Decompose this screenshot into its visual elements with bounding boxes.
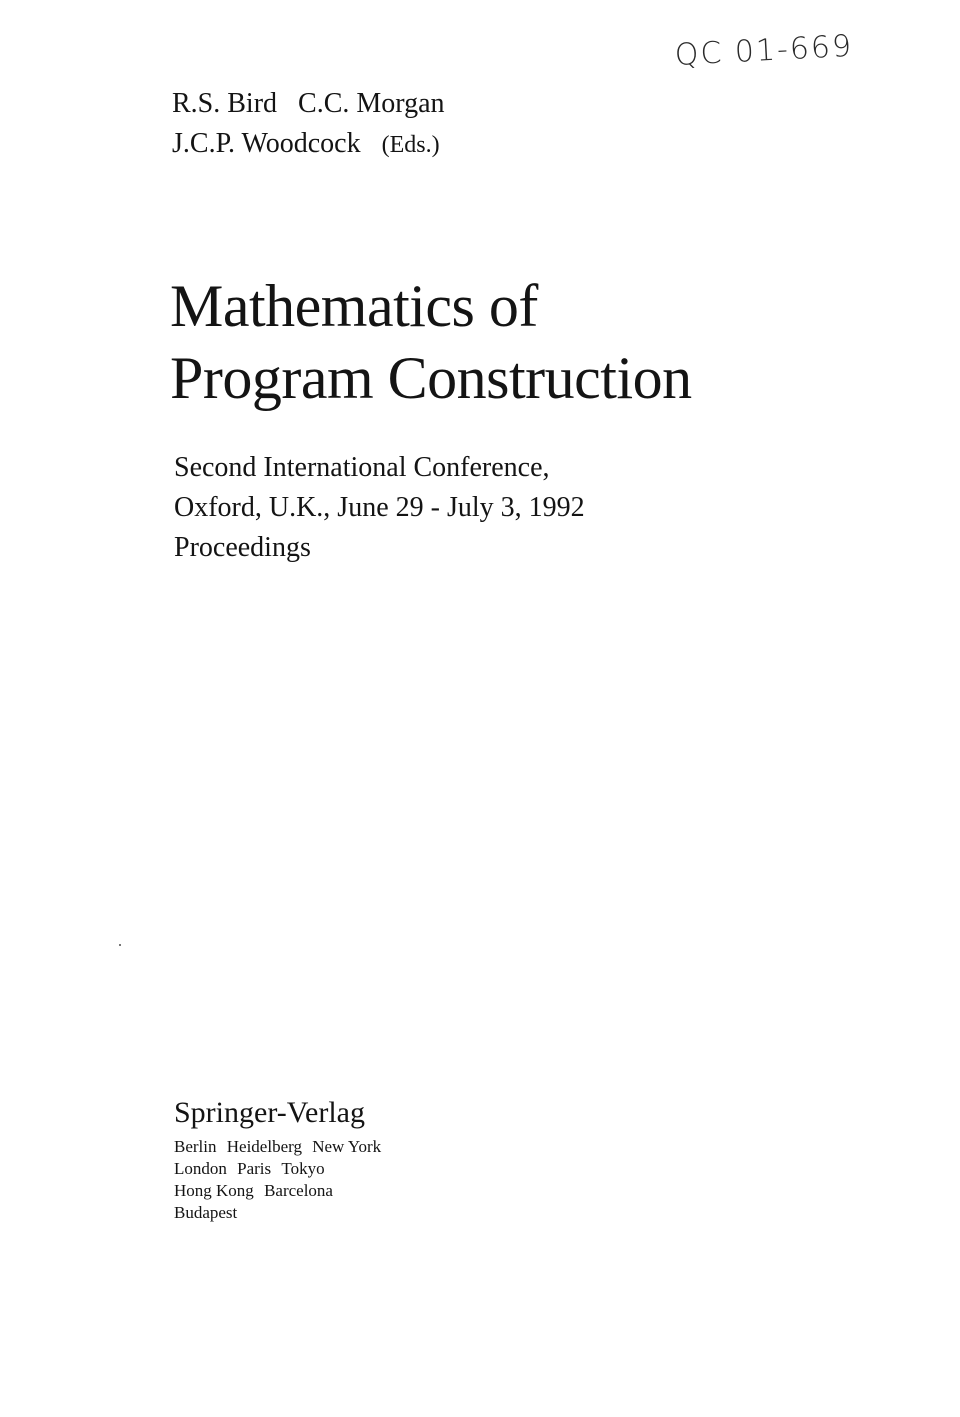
cities-line (174, 1180, 381, 1202)
book-title-line-1: Mathematics of (170, 273, 538, 339)
city: New York (312, 1137, 382, 1156)
city: Heidelberg (226, 1137, 302, 1156)
proceedings-label: Proceedings (174, 532, 311, 563)
publisher-name: Springer-Verlag (174, 1096, 366, 1129)
city: Budapest (174, 1203, 238, 1222)
book-title (170, 270, 692, 414)
publisher-cities (174, 1136, 381, 1224)
publisher-block (174, 1094, 381, 1224)
editors-line-1 (172, 84, 445, 124)
book-title-line-2: Program Construction (170, 345, 692, 411)
editors-block (172, 84, 445, 165)
city: Berlin (174, 1137, 217, 1156)
city: Hong Kong (174, 1181, 254, 1200)
city: London (174, 1159, 227, 1178)
editors-suffix: (Eds.) (381, 132, 440, 158)
conference-info (174, 448, 585, 568)
editor-name: R.S. Bird (172, 88, 278, 119)
handwritten-call-number: QC 01-669 (674, 28, 854, 73)
conference-name: Second International Conference, (174, 452, 550, 483)
editor-name: C.C. Morgan (298, 88, 445, 119)
editor-name: J.C.P. Woodcock (172, 128, 361, 159)
cities-line (174, 1158, 381, 1180)
city: Paris (237, 1159, 272, 1178)
city: Tokyo (281, 1159, 325, 1178)
conference-location-date: Oxford, U.K., June 29 - July 3, 1992 (174, 492, 585, 523)
city: Barcelona (264, 1181, 333, 1200)
cities-line (174, 1136, 381, 1158)
editors-line-2 (172, 124, 445, 165)
cities-line (174, 1202, 381, 1224)
scan-speck (119, 944, 121, 946)
